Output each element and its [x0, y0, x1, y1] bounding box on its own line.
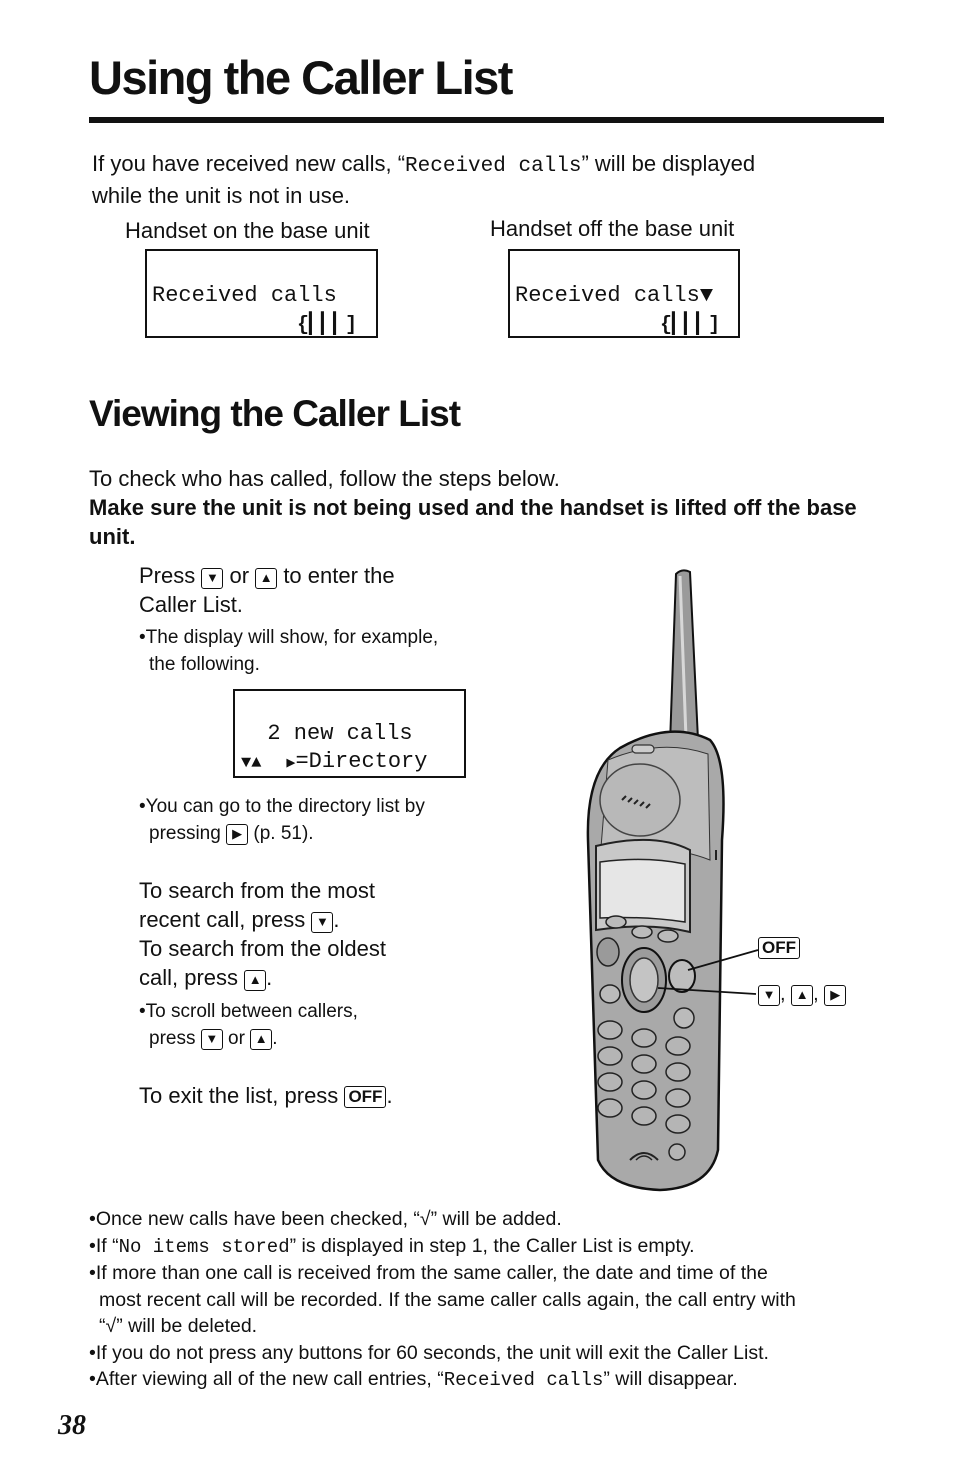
- note-b2-a: •If “: [89, 1234, 119, 1257]
- display-on-base: [145, 249, 378, 338]
- step2-dot: .: [333, 907, 340, 932]
- step2-line4: call, press: [139, 965, 239, 990]
- step1-or: or: [229, 563, 250, 588]
- step1-press: Press: [139, 563, 196, 588]
- step1-note-line2: the following.: [149, 654, 260, 675]
- display-on-line1: Received calls: [152, 283, 337, 308]
- page-title: Using the Caller List: [89, 51, 512, 104]
- note-b5-b: ” will disappear.: [603, 1368, 738, 1390]
- step1-note: [139, 624, 438, 678]
- note-b3-line2: most recent call will be recorded. If the same caller calls again, the call entry with: [99, 1288, 796, 1311]
- note-item: [89, 1260, 889, 1340]
- page-number: 38: [58, 1410, 86, 1441]
- down-key-icon: ▼: [311, 912, 333, 933]
- step2-dot: .: [266, 965, 273, 990]
- up-key-icon: ▲: [255, 568, 277, 589]
- title-rule: [89, 117, 884, 123]
- example-display-line1: 2 new calls: [241, 721, 413, 746]
- step1-note-line1: •The display will show, for example,: [139, 627, 439, 648]
- note-b5-mono: Received calls: [443, 1369, 604, 1391]
- battery-icon: {▎▎▎]: [660, 314, 721, 337]
- caption-on-base: Handset on the base unit: [125, 218, 370, 243]
- right-key-icon: ▶: [824, 985, 846, 1006]
- lead-text: To check who has called, follow the steps below.: [89, 466, 560, 491]
- right-arrow-icon: ▶: [286, 755, 296, 772]
- display-off-base: [508, 249, 740, 338]
- intro-part1: If you have received new calls, “: [92, 151, 406, 176]
- down-key-icon: ▼: [201, 1029, 223, 1050]
- step3-label: To exit the list, press: [139, 1083, 339, 1108]
- right-key-icon: ▶: [226, 824, 248, 845]
- note-b5-a: •After viewing all of the new call entries, “: [89, 1368, 444, 1390]
- step2-line3: To search from the oldest: [139, 936, 387, 961]
- step2-line1: To search from the most: [139, 878, 375, 903]
- display-off-line1: Received calls▼: [515, 283, 714, 308]
- example-display: [233, 689, 466, 778]
- note-b3-line1: •If more than one call is received from the same caller, the date and time of the: [89, 1262, 768, 1284]
- intro-mono: Received calls: [405, 155, 582, 178]
- note-b3-line3: “√” will be deleted.: [99, 1315, 258, 1337]
- step2-line2: recent call, press: [139, 907, 306, 932]
- step2-note-or: or: [228, 1028, 245, 1049]
- off-key-icon: OFF: [344, 1086, 386, 1108]
- callout-nav: [758, 983, 846, 1006]
- step1-text: [139, 561, 395, 619]
- comma: ,: [813, 983, 819, 1005]
- intro-text: [92, 149, 872, 210]
- example-display-directory: =Directory: [295, 749, 428, 774]
- down-key-icon: ▼: [201, 568, 223, 589]
- step2-note-line1: •To scroll between callers,: [139, 1001, 358, 1022]
- note-item: •Once new calls have been checked, “√” will be added.: [89, 1208, 562, 1230]
- off-button-icon: [669, 960, 695, 992]
- step1-note2-line1: •You can go to the directory list by: [139, 796, 425, 817]
- step2-note-press: press: [149, 1028, 196, 1049]
- notes-list: [89, 1206, 889, 1394]
- note-item: [89, 1366, 889, 1394]
- note-b2-mono: No items stored: [118, 1235, 290, 1258]
- section-title: Viewing the Caller List: [89, 393, 461, 434]
- note-item: [89, 1233, 889, 1261]
- step1-to-enter: to enter the: [283, 563, 395, 588]
- handset-illustration-icon: [560, 560, 890, 1200]
- example-display-line2: [241, 749, 427, 774]
- step1-note2: [139, 793, 425, 847]
- down-key-icon: ▼: [758, 985, 780, 1006]
- note-item: •If you do not press any buttons for 60 seconds, the unit will exit the Caller List.: [89, 1341, 769, 1364]
- warning-text: Make sure the unit is not being used and the handset is lifted off the base unit.: [89, 495, 857, 549]
- up-key-icon: ▲: [791, 985, 813, 1006]
- intro-part2: ” will be displayed: [581, 151, 756, 176]
- step3-dot: .: [386, 1083, 393, 1108]
- note-b2-b: ” is displayed in step 1, the Caller List is empty.: [289, 1234, 695, 1257]
- battery-icon: {▎▎▎]: [297, 314, 358, 337]
- step1-note2-pressing: pressing: [149, 823, 221, 844]
- caption-off-base: Handset off the base unit: [490, 216, 735, 241]
- intro-line2: while the unit is not in use.: [92, 183, 351, 208]
- comma: ,: [780, 983, 786, 1005]
- up-key-icon: ▲: [244, 970, 266, 991]
- off-key-icon: OFF: [758, 937, 800, 959]
- step1-line2: Caller List.: [139, 592, 243, 617]
- step2-note-end: .: [272, 1028, 278, 1049]
- up-key-icon: ▲: [250, 1029, 272, 1050]
- step3-text: [139, 1081, 393, 1110]
- callout-off: [758, 937, 800, 959]
- step2-note: [139, 998, 358, 1052]
- step2-text: [139, 876, 386, 992]
- step1-note2-page-ref: (p. 51).: [253, 823, 314, 844]
- scroll-arrows-icon: ▼▲: [241, 754, 262, 773]
